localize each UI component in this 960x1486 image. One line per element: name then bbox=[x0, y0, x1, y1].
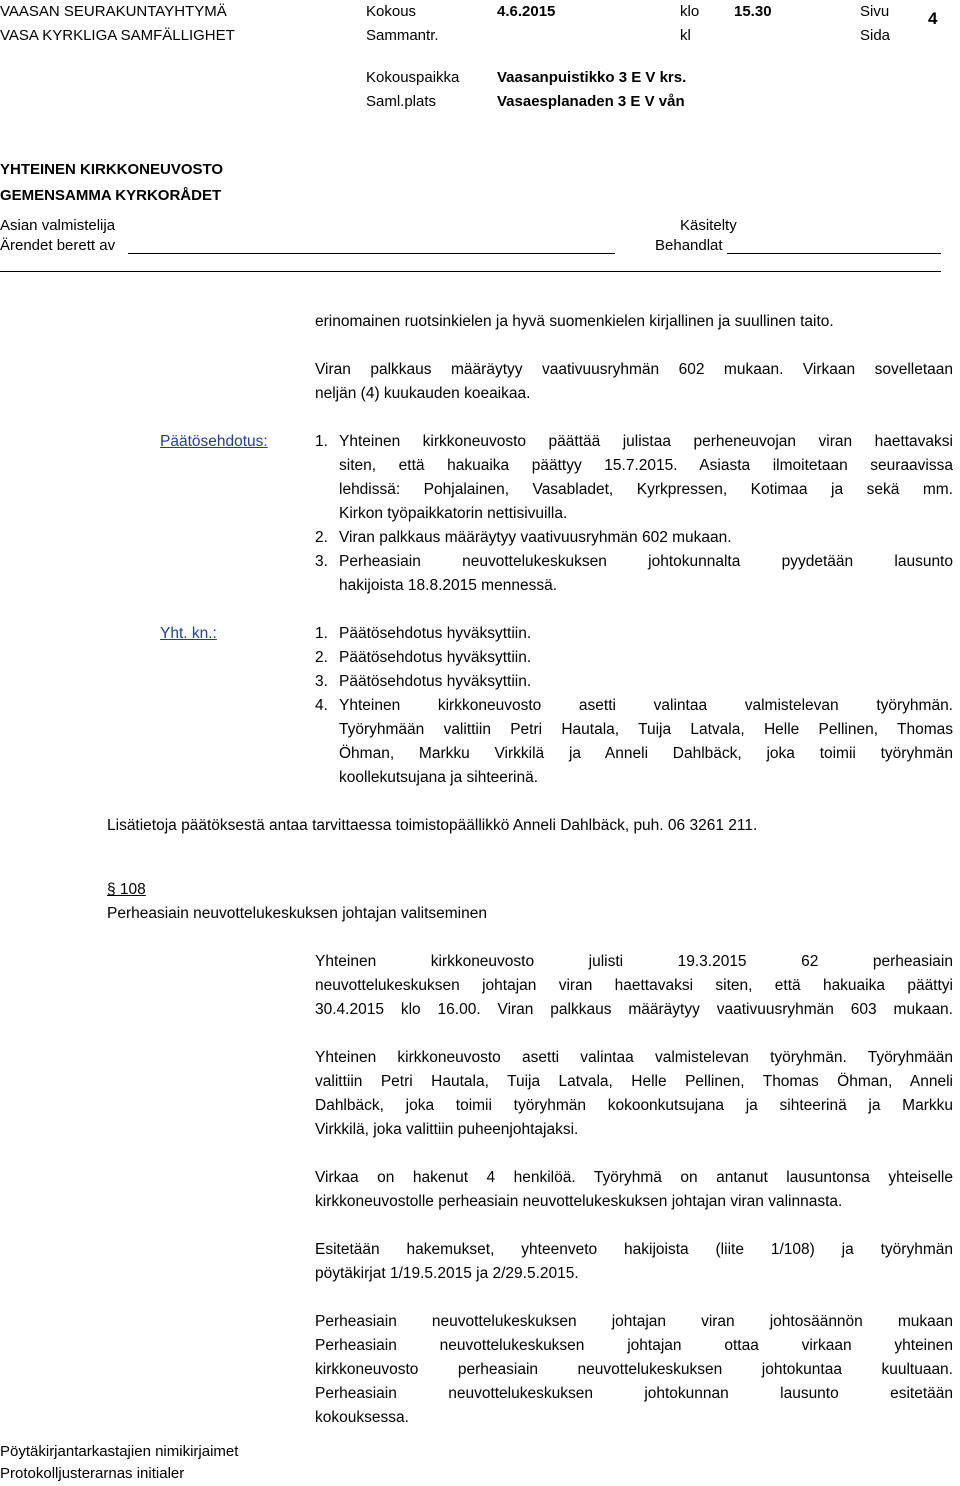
item-number: 2. bbox=[315, 649, 328, 666]
text-line: Yhteinen kirkkoneuvosto julisti 19.3.2015 62 perheasiain bbox=[315, 953, 953, 970]
text-line: 30.4.2015 klo 16.00. Viran palkkaus määräytyy vaativuusryhmän 603 mukaan. bbox=[315, 1001, 953, 1018]
text-line: Yhteinen kirkkoneuvosto päättää julistaa perheneuvojan viran haettavaksi bbox=[339, 433, 953, 450]
handled-underline bbox=[727, 253, 941, 254]
place-label-sv: Saml.plats bbox=[366, 93, 437, 110]
text-line: kirkkoneuvostolle perheasiain neuvottelukeskuksen johtajan viran valinnasta. bbox=[315, 1193, 843, 1210]
text-line: kokouksessa. bbox=[315, 1409, 409, 1426]
text-line: koollekutsujana ja sihteerinä. bbox=[339, 769, 539, 786]
prepared-by-label-sv: Ärendet berett av bbox=[0, 237, 116, 254]
decision-item bbox=[315, 622, 953, 646]
page-number: 4 bbox=[928, 9, 938, 28]
text-line: Perheasiain neuvottelukeskuksen johtajan ottaa virkaan yhteinen bbox=[315, 1337, 953, 1354]
text-line: neljän (4) kuukauden koeaikaa. bbox=[315, 385, 531, 402]
contact-info: Lisätietoja päätöksestä antaa tarvittaessa toimistopäällikkö Anneli Dahlbäck, puh. 06 3261 211. bbox=[107, 817, 758, 834]
decision-label: Yht. kn.: bbox=[160, 625, 217, 642]
place-fi: Vaasanpuistikko 3 E V krs. bbox=[497, 69, 687, 86]
prepared-by-label-fi: Asian valmistelija bbox=[0, 217, 116, 234]
place-label-fi: Kokouspaikka bbox=[366, 69, 460, 86]
footer-initials-sv: Protokolljusterarnas initialer bbox=[0, 1465, 185, 1482]
text-line: Päätösehdotus hyväksyttiin. bbox=[339, 625, 532, 642]
item-number: 3. bbox=[315, 553, 328, 570]
place-sv: Vasaesplanaden 3 E V vån bbox=[497, 93, 685, 110]
text-line: Öhman, Markku Virkkilä ja Anneli Dahlbäck, joka toimii työryhmän bbox=[339, 745, 953, 762]
org-name-sv: VASA KYRKLIGA SAMFÄLLIGHET bbox=[0, 27, 235, 44]
meeting-label-sv: Sammantr. bbox=[366, 27, 439, 44]
text-line: Perheasiain neuvottelukeskuksen johtajan viran johtosäännön mukaan bbox=[315, 1313, 953, 1330]
text-line: Päätösehdotus hyväksyttiin. bbox=[339, 673, 532, 690]
header-divider bbox=[0, 271, 941, 272]
text-line: Viran palkkaus määräytyy vaativuusryhmän 602 mukaan. Virkaan sovelletaan bbox=[315, 361, 953, 378]
section-title: Perheasiain neuvottelukeskuksen johtajan valitseminen bbox=[107, 905, 487, 922]
item-number: 1. bbox=[315, 433, 328, 450]
text-line: Virkkilä, joka valittiin puheenjohtajaksi. bbox=[315, 1121, 579, 1138]
proposal-label: Päätösehdotus: bbox=[160, 433, 268, 450]
proposal-item bbox=[315, 550, 953, 598]
body-paragraph bbox=[315, 1046, 953, 1142]
text-line: Kirkon työpaikkatorin nettisivuilla. bbox=[339, 505, 568, 522]
item-number: 1. bbox=[315, 625, 328, 642]
item-number: 3. bbox=[315, 673, 328, 690]
text-line: lehdissä: Pohjalainen, Vasabladet, Kyrkpressen, Kotimaa ja sekä mm. bbox=[339, 481, 953, 498]
meeting-date: 4.6.2015 bbox=[497, 3, 556, 20]
body-paragraph bbox=[315, 1310, 953, 1430]
council-name-sv: GEMENSAMMA KYRKORÅDET bbox=[0, 187, 222, 204]
item-number: 4. bbox=[315, 697, 328, 714]
text-line: Yhteinen kirkkoneuvosto asetti valintaa valmistelevan työryhmän. bbox=[339, 697, 953, 714]
handled-label-sv: Behandlat bbox=[655, 237, 723, 254]
text-line: siten, että hakuaika päättyy 15.7.2015. Asiasta ilmoitetaan seuraavissa bbox=[339, 457, 953, 474]
text-line: Perheasiain neuvottelukeskuksen johtokunnalta pyydetään lausunto bbox=[339, 553, 953, 570]
text-line: hakijoista 18.8.2015 mennessä. bbox=[339, 577, 558, 594]
footer-initials-fi: Pöytäkirjantarkastajien nimikirjaimet bbox=[0, 1443, 239, 1460]
decision-item bbox=[315, 694, 953, 790]
text-line: Virkaa on hakenut 4 henkilöä. Työryhmä on antanut lausuntonsa yhteiselle bbox=[315, 1169, 953, 1186]
text-line: Esitetään hakemukset, yhteenveto hakijoista (liite 1/108) ja työryhmän bbox=[315, 1241, 953, 1258]
body-paragraph bbox=[315, 1166, 953, 1214]
time-label-fi: klo bbox=[680, 3, 700, 20]
handled-label-fi: Käsitelty bbox=[680, 217, 737, 234]
council-name-fi: YHTEINEN KIRKKONEUVOSTO bbox=[0, 161, 224, 178]
text-line: neuvottelukeskuksen johtajan viran haettavaksi siten, että hakuaika päättyi bbox=[315, 977, 953, 994]
text-line: Viran palkkaus määräytyy vaativuusryhmän 602 mukaan. bbox=[339, 529, 732, 546]
prepared-by-underline bbox=[128, 253, 615, 254]
text-line: pöytäkirjat 1/19.5.2015 ja 2/29.5.2015. bbox=[315, 1265, 579, 1282]
salary-paragraph bbox=[315, 358, 953, 406]
body-paragraph bbox=[315, 1238, 953, 1286]
text-line: Päätösehdotus hyväksyttiin. bbox=[339, 649, 532, 666]
text-line: valittiin Petri Hautala, Tuija Latvala, Helle Pellinen, Thomas Öhman, Anneli bbox=[315, 1073, 953, 1090]
page-label-sv: Sida bbox=[860, 27, 891, 44]
text-line: kirkkoneuvosto perheasiain neuvottelukeskuksen johtokuntaa kuultuaan. bbox=[315, 1361, 953, 1378]
time-label-sv: kl bbox=[680, 27, 691, 44]
text-line: Työryhmään valittiin Petri Hautala, Tuija Latvala, Helle Pellinen, Thomas bbox=[339, 721, 953, 738]
meeting-label-fi: Kokous bbox=[366, 3, 417, 20]
decision-item bbox=[315, 646, 953, 670]
page-label-fi: Sivu bbox=[860, 3, 890, 20]
text-line: Yhteinen kirkkoneuvosto asetti valintaa valmistelevan työryhmän. Työryhmään bbox=[315, 1049, 953, 1066]
org-name-fi: VAASAN SEURAKUNTAYHTYMÄ bbox=[0, 3, 227, 20]
section-number: § 108 bbox=[107, 881, 146, 898]
meeting-time: 15.30 bbox=[734, 3, 772, 20]
decision-item bbox=[315, 670, 953, 694]
body-paragraph bbox=[315, 950, 953, 1022]
item-number: 2. bbox=[315, 529, 328, 546]
text-line: Dahlbäck, joka toimii työryhmän kokoonkutsujana ja sihteerinä ja Markku bbox=[315, 1097, 953, 1114]
intro-line: erinomainen ruotsinkielen ja hyvä suomenkielen kirjallinen ja suullinen taito. bbox=[315, 313, 834, 330]
proposal-item bbox=[315, 430, 953, 526]
text-line: Perheasiain neuvottelukeskuksen johtokunnan lausunto esitetään bbox=[315, 1385, 953, 1402]
proposal-item bbox=[315, 526, 953, 550]
